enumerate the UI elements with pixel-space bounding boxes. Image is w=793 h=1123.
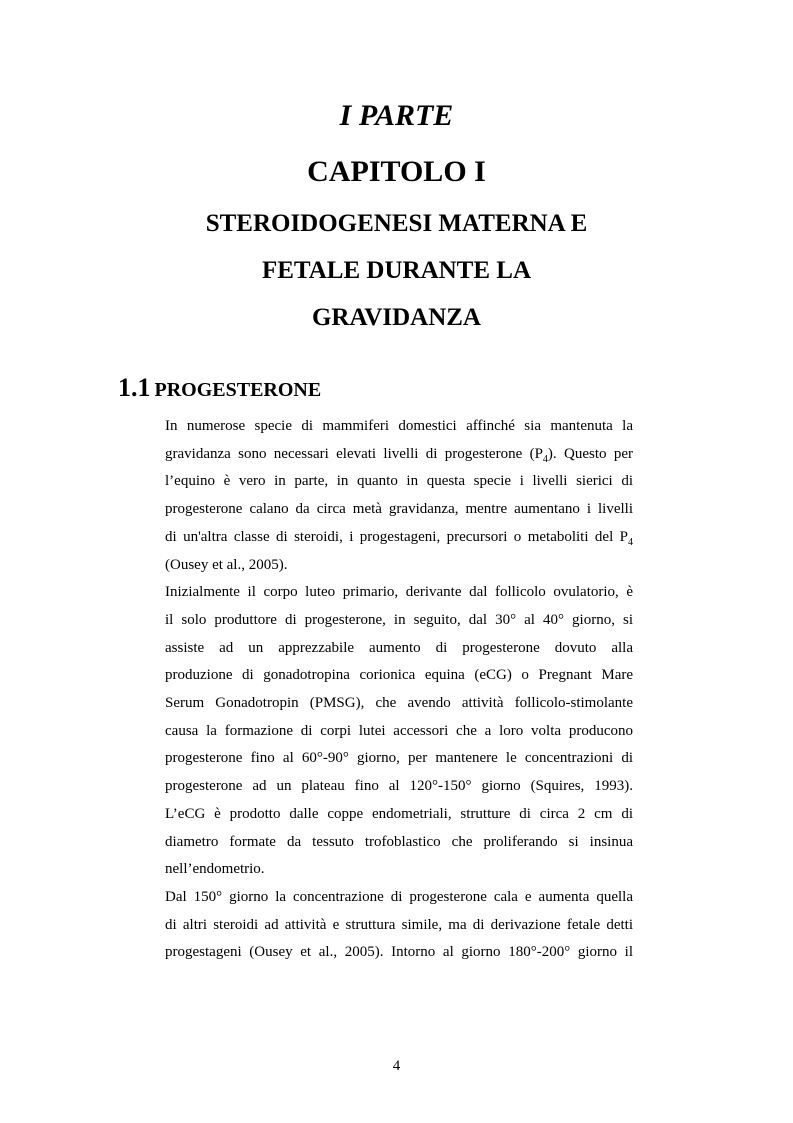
section-title: PROGESTERONE <box>154 379 322 401</box>
text-line: di altri steroidi ad attività e struttura simile, ma di derivazione fetale detti <box>165 916 633 933</box>
chapter-subtitle <box>150 200 643 341</box>
text-line: produzione di gonadotropina corionica equina (eCG) o Pregnant Mare <box>165 667 633 684</box>
text-line: gravidanza sono necessari elevati livelli di progesterone $(P_4)$. Questo per <box>165 445 633 465</box>
text-line: progesterone ad un plateau fino al 120°-150° giorno (Squires, 1993). <box>165 778 633 795</box>
text-line: progesterone fino al 60°-90° giorno, per mantenere le concentrazioni di <box>165 750 633 767</box>
text-line: assiste ad un apprezzabile aumento di progesterone dovuto alla <box>165 639 633 656</box>
body-text <box>165 413 633 967</box>
section-heading <box>118 372 321 408</box>
paragraph <box>165 884 633 967</box>
text-line: Serum Gonadotropin (PMSG), che avendo attività follicolo-stimolante <box>165 695 633 712</box>
text-line: progestageni (Ousey et al., 2005). Intorno al giorno 180°-200° giorno il <box>165 944 633 961</box>
text-line: L’eCG è prodotto dalle coppe endometriali, strutture di circa 2 cm di <box>165 805 633 822</box>
text-line: In numerose specie di mammiferi domestici affinché sia mantenuta la <box>165 418 633 434</box>
text-line: progesterone calano da circa metà gravidanza, mentre aumentano i livelli <box>165 501 633 518</box>
text-line: il solo produttore di progesterone, in seguito, dal 30° al 40° giorno, si <box>165 611 633 628</box>
text-line: Inizialmente il corpo luteo primario, derivante dal follicolo ovulatorio, è <box>165 584 633 601</box>
paragraph <box>165 413 633 579</box>
part-title: I PARTE <box>339 99 454 132</box>
text-line: causa la formazione di corpi lutei accessori che a loro volta producono <box>165 722 633 739</box>
page-number: 4 <box>392 1058 401 1074</box>
text-line: di un'altra classe di steroidi, i progestageni, precursori o metaboliti del $P_4$ <box>165 528 633 548</box>
section-number: 1.1 <box>118 373 151 402</box>
chapter-subtitle-line: FETALE DURANTE LA <box>261 257 532 284</box>
chapter-subtitle-line: GRAVIDANZA <box>311 304 481 331</box>
chapter-subtitle-line: STEROIDOGENESI MATERNA E <box>205 210 588 237</box>
text-line: Dal 150° giorno la concentrazione di progesterone cala e aumenta quella <box>165 888 633 905</box>
text-line: l’equino è vero in parte, in quanto in questa specie i livelli sierici di <box>165 473 633 490</box>
chapter-title: CAPITOLO I <box>307 155 486 188</box>
paragraph <box>165 579 633 884</box>
text-line: (Ousey et al., 2005). <box>165 556 288 573</box>
text-line: diametro formate da tessuto trofoblastico che proliferando si insinua <box>165 833 633 850</box>
text-line: nell’endometrio. <box>165 861 265 878</box>
